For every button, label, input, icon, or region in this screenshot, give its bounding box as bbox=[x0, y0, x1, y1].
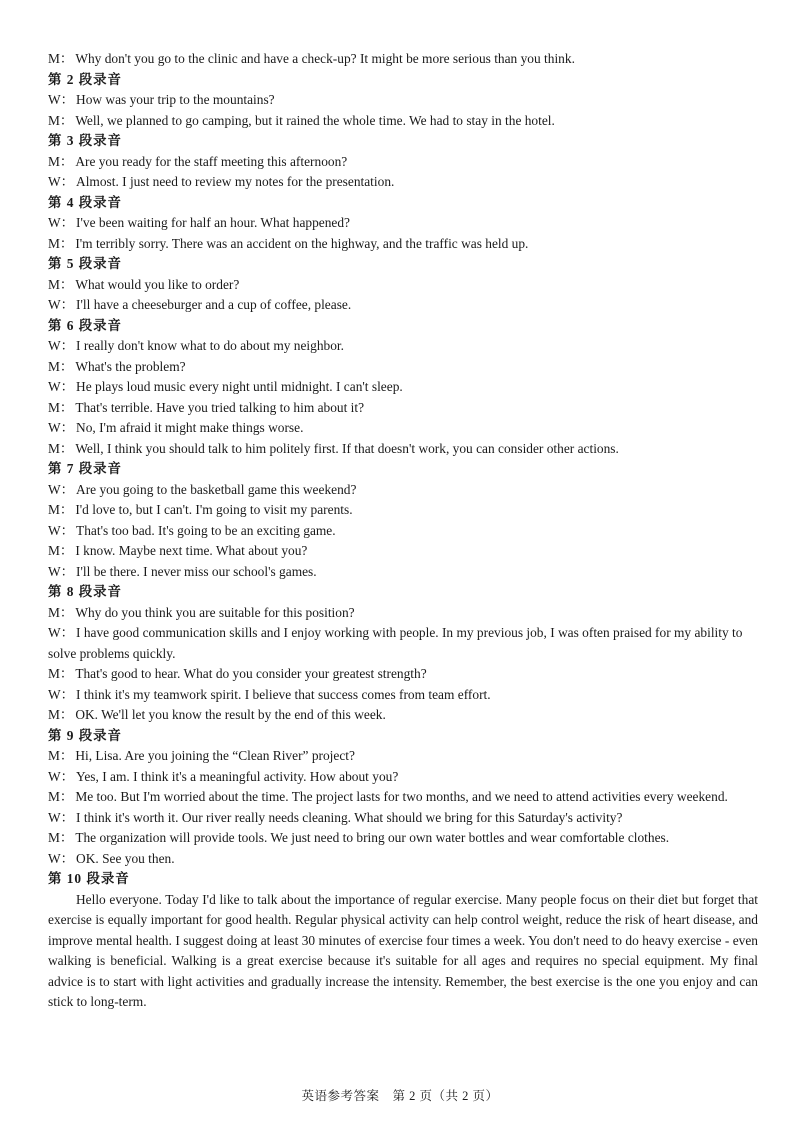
dialogue-text: I have good communication skills and I enjoy working with people. In my previous job, I was often praised for my ability to solve problems quickly. bbox=[48, 625, 743, 661]
dialogue-line bbox=[48, 480, 758, 501]
speaker-label: M： bbox=[48, 830, 74, 845]
speaker-label: W： bbox=[48, 174, 75, 189]
speaker-label: W： bbox=[48, 563, 75, 579]
speaker-label: W： bbox=[48, 297, 75, 312]
segment-heading: 第 9 段录音 bbox=[48, 727, 122, 743]
speaker-label: W： bbox=[48, 809, 75, 825]
dialogue-line bbox=[48, 418, 758, 439]
speaker-label: M： bbox=[48, 276, 74, 292]
dialogue-text: He plays loud music every night until midnight. I can't sleep. bbox=[76, 379, 403, 394]
dialogue-line bbox=[48, 767, 758, 788]
dialogue-text: Why don't you go to the clinic and have a check-up? It might be more serious than you think. bbox=[75, 51, 575, 66]
dialogue-text: Me too. But I'm worried about the time. The project lasts for two months, and we need to attend activities every weekend. bbox=[75, 789, 728, 804]
speaker-label: W： bbox=[48, 850, 75, 866]
speaker-label: W： bbox=[48, 481, 75, 497]
page-footer: 英语参考答案 第 2 页（共 2 页） bbox=[301, 1089, 499, 1103]
dialogue-line bbox=[48, 746, 758, 767]
segment-heading: 第 2 段录音 bbox=[48, 71, 122, 87]
speaker-label: W： bbox=[48, 420, 75, 435]
dialogue-line bbox=[48, 49, 758, 70]
dialogue-line bbox=[48, 213, 758, 234]
speaker-label: W： bbox=[48, 625, 75, 640]
dialogue-line bbox=[48, 664, 758, 685]
dialogue-text: That's terrible. Have you tried talking to him about it? bbox=[75, 399, 365, 415]
speaker-label: M： bbox=[48, 789, 74, 804]
dialogue-line bbox=[48, 562, 758, 583]
dialogue-line bbox=[48, 111, 758, 132]
dialogue-text: Well, I think you should talk to him politely first. If that doesn't work, you can consider other actions. bbox=[75, 440, 619, 456]
dialogue-text: That's too bad. It's going to be an exciting game. bbox=[76, 522, 336, 538]
speaker-label: M： bbox=[48, 112, 74, 128]
speaker-label: M： bbox=[48, 440, 74, 456]
dialogue-line bbox=[48, 275, 758, 296]
segment-heading: 第 10 段录音 bbox=[48, 871, 130, 886]
segment-heading: 第 7 段录音 bbox=[48, 461, 122, 476]
dialogue-line bbox=[48, 828, 758, 849]
speaker-label: M： bbox=[48, 543, 74, 558]
dialogue-line bbox=[48, 787, 758, 808]
dialogue-text: No, I'm afraid it might make things worse. bbox=[76, 420, 304, 435]
dialogue-line bbox=[48, 336, 758, 357]
dialogue-line bbox=[48, 357, 758, 378]
dialogue-line bbox=[48, 439, 758, 460]
dialogue-line bbox=[48, 603, 758, 624]
dialogue-line bbox=[48, 623, 758, 664]
dialogue-text: What's the problem? bbox=[75, 358, 186, 374]
dialogue-text: That's good to hear. What do you consider your greatest strength? bbox=[75, 666, 427, 681]
dialogue-text: I'm terribly sorry. There was an accident on the highway, and the traffic was held up. bbox=[75, 235, 529, 251]
speaker-label: M： bbox=[48, 707, 74, 722]
dialogue-text: I know. Maybe next time. What about you? bbox=[75, 543, 308, 558]
speaker-label: W： bbox=[48, 768, 75, 784]
dialogue-line bbox=[48, 521, 758, 542]
speaker-label: W： bbox=[48, 92, 75, 107]
dialogue-text: OK. We'll let you know the result by the end of this week. bbox=[75, 707, 386, 722]
dialogue-text: Hi, Lisa. Are you joining the “Clean River” project? bbox=[75, 748, 355, 763]
speaker-label: M： bbox=[48, 358, 74, 374]
dialogue-line bbox=[48, 295, 758, 316]
dialogue-line bbox=[48, 500, 758, 521]
dialogue-line bbox=[48, 849, 758, 870]
dialogue-line bbox=[48, 705, 758, 726]
speaker-label: W： bbox=[48, 215, 75, 230]
speaker-label: W： bbox=[48, 522, 75, 538]
speaker-label: M： bbox=[48, 604, 74, 620]
dialogue-text: I'll have a cheeseburger and a cup of coffee, please. bbox=[76, 297, 352, 312]
monologue-paragraph: Hello everyone. Today I'd like to talk about the importance of regular exercise. Many people focus on their diet but forget that exercise is equally important for good health. Regular physical activity can help control weight, reduce the risk of heart disease, and improve mental health. I suggest doing at least 30 minutes of exercise four times a week. You don't need to do heavy exercise - even walking is beneficial. Walking is a great exercise because it's suitable for all ages and requires no special equipment. My final advice is to start with light activities and gradually increase the intensity. Remember, the best exercise is the one you enjoy and can stick to long-term. bbox=[48, 891, 758, 1009]
dialogue-text: I've been waiting for half an hour. What happened? bbox=[76, 215, 350, 230]
dialogue-line bbox=[48, 234, 758, 255]
dialogue-line bbox=[48, 398, 758, 419]
segment-heading: 第 5 段录音 bbox=[48, 256, 122, 271]
dialogue-line bbox=[48, 377, 758, 398]
dialogue-text: Are you going to the basketball game this weekend? bbox=[76, 481, 357, 497]
dialogue-text: I really don't know what to do about my neighbor. bbox=[76, 338, 344, 353]
dialogue-text: I think it's worth it. Our river really needs cleaning. What should we bring for this Saturday's activity? bbox=[76, 809, 623, 825]
segment-heading: 第 8 段录音 bbox=[48, 584, 122, 599]
dialogue-line bbox=[48, 808, 758, 829]
speaker-label: M： bbox=[48, 502, 74, 517]
dialogue-text: I'll be there. I never miss our school's games. bbox=[76, 563, 317, 579]
speaker-label: M： bbox=[48, 748, 74, 763]
dialogue-line bbox=[48, 541, 758, 562]
speaker-label: M： bbox=[48, 153, 74, 169]
speaker-label: M： bbox=[48, 235, 74, 251]
dialogue-text: I'd love to, but I can't. I'm going to visit my parents. bbox=[75, 502, 353, 517]
speaker-label: M： bbox=[48, 666, 74, 681]
dialogue-text: Why do you think you are suitable for this position? bbox=[75, 604, 355, 620]
speaker-label: W： bbox=[48, 379, 75, 394]
dialogue-line bbox=[48, 90, 758, 111]
dialogue-line bbox=[48, 172, 758, 193]
dialogue-text: Well, we planned to go camping, but it rained the whole time. We had to stay in the hotel. bbox=[75, 112, 555, 128]
dialogue-line bbox=[48, 685, 758, 706]
dialogue-text: Are you ready for the staff meeting this afternoon? bbox=[75, 153, 348, 169]
dialogue-line bbox=[48, 152, 758, 173]
transcript-page bbox=[48, 49, 758, 1013]
segment-heading: 第 3 段录音 bbox=[48, 133, 122, 148]
speaker-label: M： bbox=[48, 51, 74, 66]
dialogue-text: Yes, I am. I think it's a meaningful activity. How about you? bbox=[76, 768, 399, 784]
dialogue-text: Almost. I just need to review my notes for the presentation. bbox=[76, 174, 395, 189]
dialogue-text: The organization will provide tools. We just need to bring our own water bottles and wear comfortable clothes. bbox=[75, 830, 670, 845]
speaker-label: W： bbox=[48, 686, 75, 702]
speaker-label: W： bbox=[48, 338, 75, 353]
dialogue-text: What would you like to order? bbox=[75, 276, 240, 292]
dialogue-text: How was your trip to the mountains? bbox=[76, 92, 275, 107]
speaker-label: M： bbox=[48, 399, 74, 415]
dialogue-text: OK. See you then. bbox=[76, 850, 175, 866]
segment-heading: 第 6 段录音 bbox=[48, 317, 122, 333]
dialogue-text: I think it's my teamwork spirit. I believe that success comes from team effort. bbox=[76, 686, 491, 702]
segment-heading: 第 4 段录音 bbox=[48, 194, 122, 210]
